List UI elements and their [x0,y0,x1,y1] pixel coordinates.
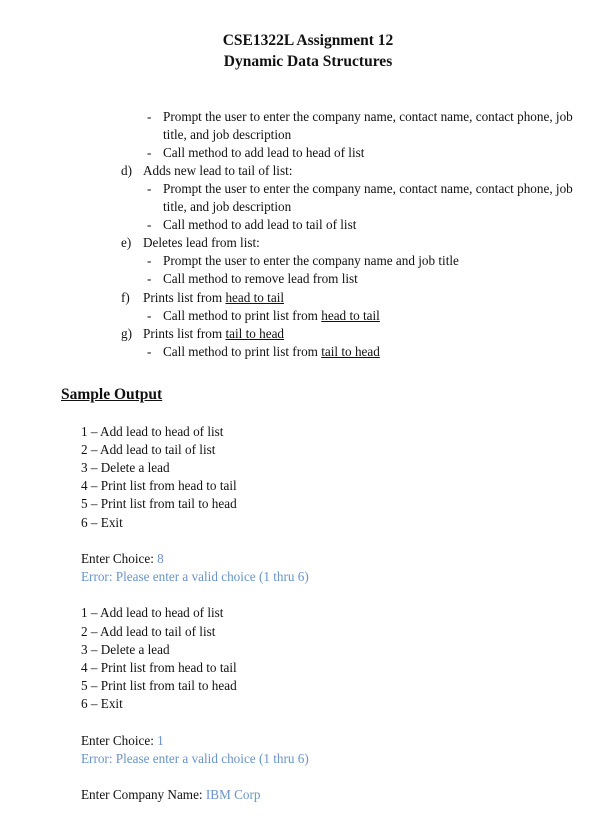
bullet-dash: - [147,253,152,268]
menu1-item: 2 – Add lead to tail of list [81,442,216,457]
instruction-f-sub1 [163,307,380,324]
company-input-value: IBM Corp [205,787,261,802]
instruction-f-marker: f) [121,290,130,305]
instruction-c-sub2: Call method to add lead to head of list [163,145,365,160]
prompt1-label: Enter Choice: [81,551,158,566]
instruction-g-text [143,325,284,342]
prompt2-line [81,732,164,749]
menu2-item: 5 – Print list from tail to head [81,678,237,693]
instruction-g-text-underlined: tail to head [225,326,285,341]
instruction-e-text: Deletes lead from list: [143,235,260,250]
menu1-item: 4 – Print list from head to tail [81,478,237,493]
prompt1-input-value: 8 [157,551,164,566]
instruction-e-sub2: Call method to remove lead from list [163,271,358,286]
bullet-dash: - [147,109,152,124]
instruction-g-text-pre: Prints list from [143,326,226,341]
bullet-dash: - [147,181,152,196]
instruction-f-text-pre: Prints list from [143,290,226,305]
instruction-g-sub1-pre: Call method to print list from [163,344,322,359]
instruction-d-sub1-line2: title, and job description [163,199,292,214]
instruction-f-sub1-pre: Call method to print list from [163,308,322,323]
instruction-c-sub1-line2: title, and job description [163,127,292,142]
instruction-f-text-underlined: head to tail [225,290,285,305]
menu1-item: 5 – Print list from tail to head [81,496,237,511]
document-subtitle: Dynamic Data Structures [223,53,393,70]
instruction-g-marker: g) [121,326,132,341]
instruction-d-marker: d) [121,163,132,178]
menu2-item: 1 – Add lead to head of list [81,605,224,620]
instruction-f-text [143,289,284,306]
instruction-d-sub2: Call method to add lead to tail of list [163,217,357,232]
instruction-f-sub1-underlined: head to tail [321,308,380,323]
instruction-d-sub1-line1: Prompt the user to enter the company name, contact name, contact phone, job [163,181,573,196]
company-prompt-line [81,786,260,803]
menu2-item: 3 – Delete a lead [81,642,170,657]
instruction-e-marker: e) [121,235,132,250]
section-heading-sample-output: Sample Output [61,386,163,403]
menu1-item: 1 – Add lead to head of list [81,424,224,439]
error-message-1: Error: Please enter a valid choice (1 thru 6) [81,569,309,584]
prompt1-line [81,550,164,567]
instruction-e-sub1: Prompt the user to enter the company name and job title [163,253,459,268]
bullet-dash: - [147,308,152,323]
menu2-item: 2 – Add lead to tail of list [81,624,216,639]
prompt2-input-value: 1 [157,733,164,748]
bullet-dash: - [147,344,152,359]
bullet-dash: - [147,145,152,160]
menu2-item: 6 – Exit [81,696,123,711]
menu2-item: 4 – Print list from head to tail [81,660,237,675]
bullet-dash: - [147,217,152,232]
course-title: CSE1322L Assignment 12 [222,32,394,49]
instruction-c-sub1-line1: Prompt the user to enter the company name, contact name, contact phone, job [163,109,573,124]
menu1-item: 3 – Delete a lead [81,460,170,475]
instruction-g-sub1 [163,343,380,360]
instruction-g-sub1-underlined: tail to head [321,344,380,359]
bullet-dash: - [147,271,152,286]
prompt2-label: Enter Choice: [81,733,158,748]
menu1-item: 6 – Exit [81,515,123,530]
instruction-d-text: Adds new lead to tail of list: [143,163,293,178]
company-label: Enter Company Name: [81,787,206,802]
error-message-2: Error: Please enter a valid choice (1 thru 6) [81,751,309,766]
